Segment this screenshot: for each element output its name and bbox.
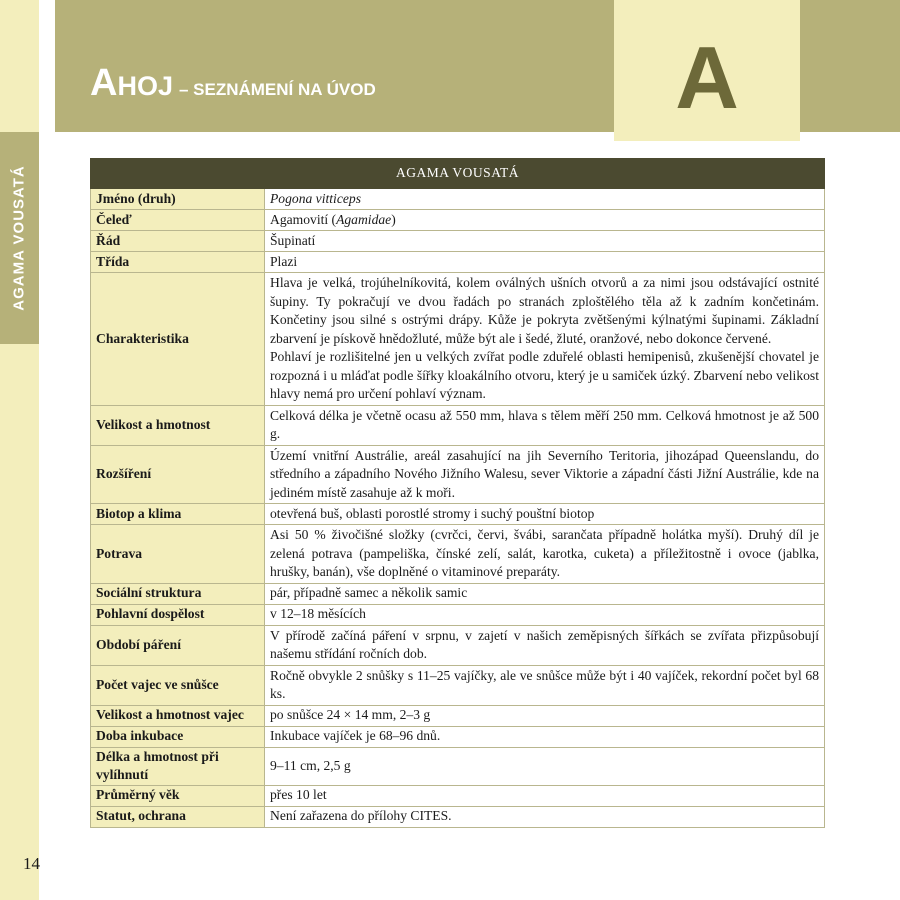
table-row <box>91 231 825 252</box>
row-label: Čeleď <box>91 210 265 231</box>
table-row <box>91 189 825 210</box>
species-table <box>90 158 825 828</box>
page-number: 14 <box>23 854 40 873</box>
row-label: Biotop a klima <box>91 504 265 525</box>
row-value: Plazi <box>265 252 825 273</box>
row-value: V přírodě začíná páření v srpnu, v zajetí v našich zeměpisných šířkách se zvířata přizpůsobují našemu střídání ročních dob. <box>265 625 825 665</box>
table-row <box>91 747 825 785</box>
row-value: Agamovití (Agamidae) <box>265 210 825 231</box>
table-row <box>91 806 825 827</box>
side-tab-label: AGAMA VOUSATÁ <box>10 165 28 311</box>
row-label: Velikost a hmotnost <box>91 405 265 445</box>
row-value: Asi 50 % živočišné složky (cvrčci, červi, švábi, sarančata případně holátka myší). Druhý díl je zelená potrava (pampeliška, čínské zelí, salát, karotka, cuketa) a příležitostně i ovoce (jablka, hrušky, banán), vše doplněné o vitaminové preparáty. <box>265 525 825 584</box>
table-row <box>91 210 825 231</box>
table-row <box>91 726 825 747</box>
row-label: Řád <box>91 231 265 252</box>
row-value: přes 10 let <box>265 785 825 806</box>
row-label: Rozšíření <box>91 445 265 504</box>
row-label: Charakteristika <box>91 273 265 406</box>
title-main: Ahoj <box>90 62 173 104</box>
row-value: Šupinatí <box>265 231 825 252</box>
table-row <box>91 583 825 604</box>
row-value: Pogona vitticeps <box>265 189 825 210</box>
row-label: Statut, ochrana <box>91 806 265 827</box>
table-row <box>91 504 825 525</box>
row-value: Celková délka je včetně ocasu až 550 mm, hlava s tělem měří 250 mm. Celková hmotnost je až 500 g. <box>265 405 825 445</box>
characteristics-paragraph-1: Hlava je velká, trojúhelníkovitá, kolem oválných ušních otvorů a za nimi jsou odstávající ostnité šupiny. Ty pokračují ve dvou řadách po stranách zploštělého těla až k zadním končetinám. Končetiny jsou silné s ostrými drápy. Kůže je pokryta zvětšenými kýlnatými šupinami. Základní zbarvení je pískově hnědožluté, může být ale i šedé, žluté, oranžové, nebo dokonce červené. <box>270 275 819 346</box>
table-row <box>91 604 825 625</box>
row-label: Počet vajec ve snůšce <box>91 665 265 705</box>
table-row <box>91 252 825 273</box>
row-value: v 12–18 měsících <box>265 604 825 625</box>
row-label: Potrava <box>91 525 265 584</box>
table-row <box>91 665 825 705</box>
chapter-letter: A <box>675 27 739 127</box>
row-value: Není zařazena do přílohy CITES. <box>265 806 825 827</box>
row-label: Doba inkubace <box>91 726 265 747</box>
row-value: po snůšce 24 × 14 mm, 2–3 g <box>265 705 825 726</box>
row-label: Délka a hmotnost při vylíhnutí <box>91 747 265 785</box>
table-row <box>91 445 825 504</box>
table-heading: AGAMA VOUSATÁ <box>91 159 825 189</box>
row-value: Inkubace vajíček je 68–96 dnů. <box>265 726 825 747</box>
table-row <box>91 525 825 584</box>
table-row <box>91 625 825 665</box>
row-value <box>265 273 825 406</box>
row-value: pár, případně samec a několik samic <box>265 583 825 604</box>
row-label: Velikost a hmotnost vajec <box>91 705 265 726</box>
table-heading-row <box>91 159 825 189</box>
row-value: otevřená buš, oblasti porostlé stromy i suchý pouštní biotop <box>265 504 825 525</box>
page-title <box>90 62 376 105</box>
table-row <box>91 705 825 726</box>
row-label: Období páření <box>91 625 265 665</box>
chapter-letter-box <box>614 0 800 141</box>
title-subtitle: – SEZNÁMENÍ NA ÚVOD <box>178 80 376 99</box>
row-label: Sociální struktura <box>91 583 265 604</box>
table-row <box>91 785 825 806</box>
characteristics-paragraph-2: Pohlaví je rozlišitelné jen u velkých zvířat podle zduřelé oblasti hemipenisů, zkušenější chovatel je rozpozná i u mláďat podle šířky kloakálního otvoru, který je u samiček úzký. Zbarvení nebo velikost hlavy nemá pro určení pohlaví význam. <box>270 349 819 401</box>
table-row <box>91 273 825 406</box>
row-label: Třída <box>91 252 265 273</box>
row-label: Pohlavní dospělost <box>91 604 265 625</box>
row-value: Území vnitřní Austrálie, areál zasahující na jih Severního Teritoria, jihozápad Queenslandu, do středního a západního Nového Jižního Walesu, sever Viktorie a západní části Jižní Austrálie, kde na jediném místě zasahuje až k moři. <box>265 445 825 504</box>
row-value: 9–11 cm, 2,5 g <box>265 747 825 785</box>
table-row <box>91 405 825 445</box>
row-label: Průměrný věk <box>91 785 265 806</box>
row-label: Jméno (druh) <box>91 189 265 210</box>
row-value: Ročně obvykle 2 snůšky s 11–25 vajíčky, ale ve snůšce může být i 40 vajíček, rekordní počet byl 68 ks. <box>265 665 825 705</box>
